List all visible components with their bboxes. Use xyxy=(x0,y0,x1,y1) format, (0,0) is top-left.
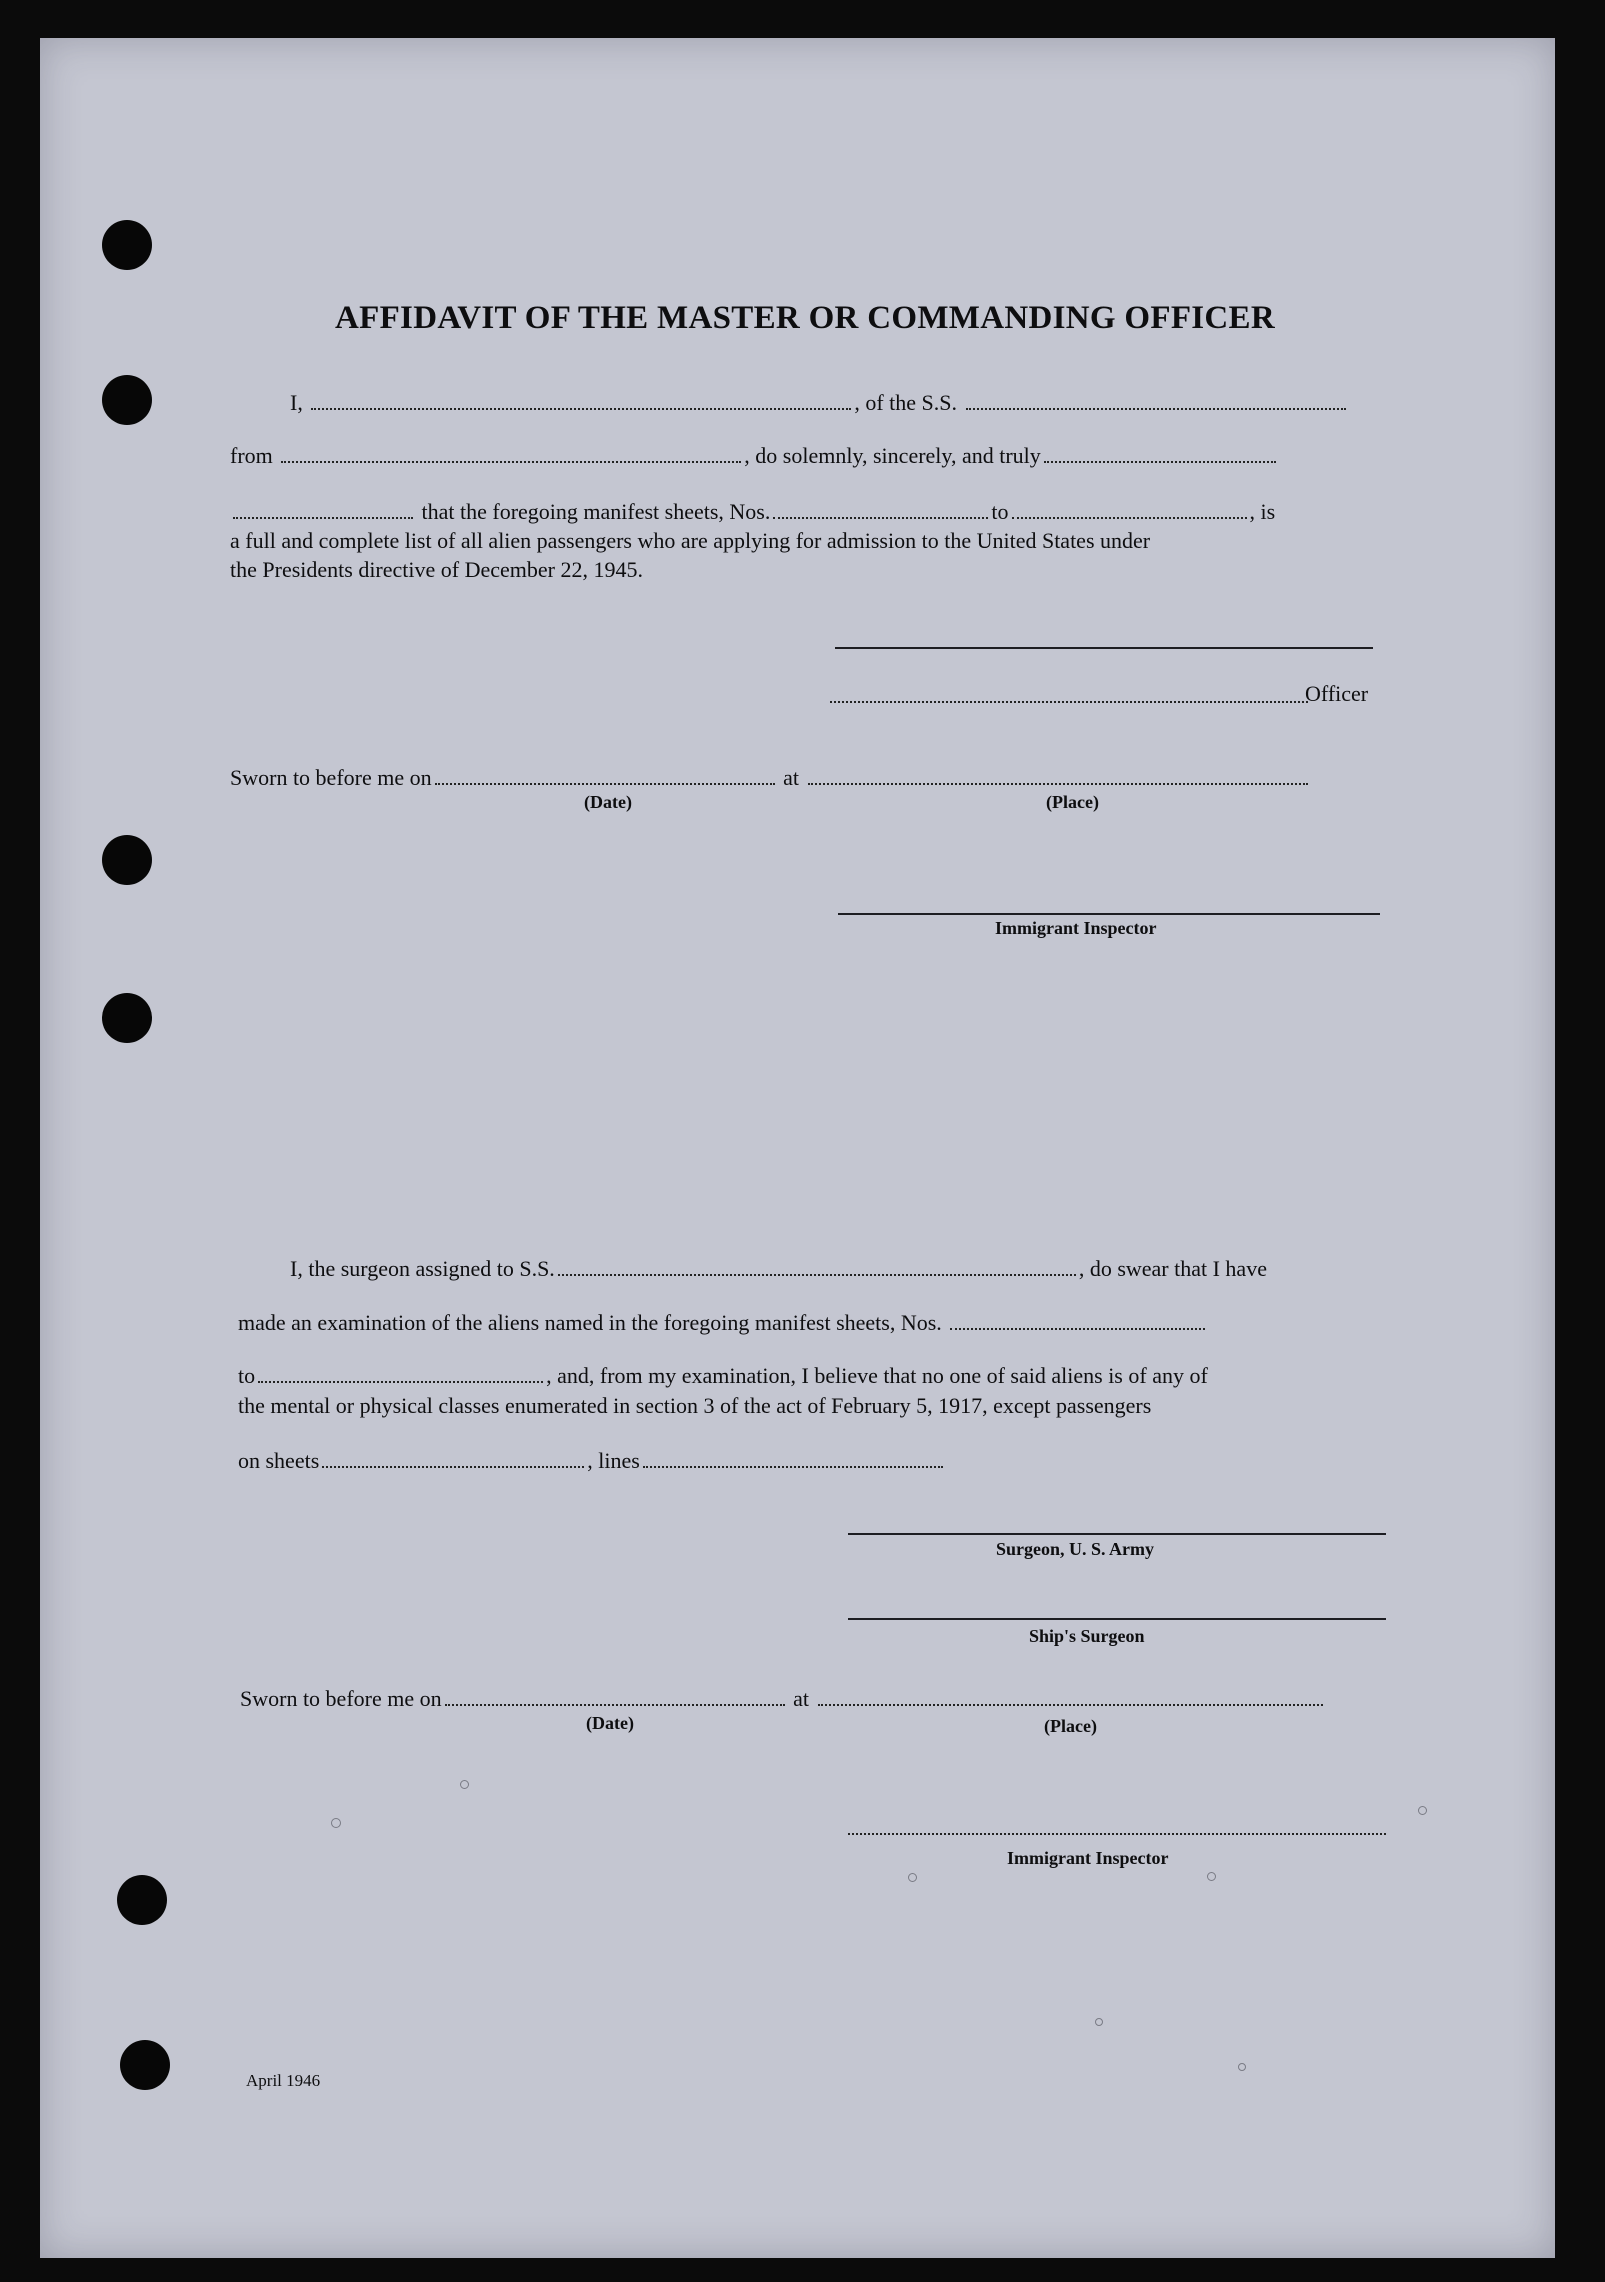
inspector-caption: Immigrant Inspector xyxy=(995,918,1157,938)
text: , lines xyxy=(587,1448,640,1473)
army-surgeon-signature-line[interactable] xyxy=(848,1533,1386,1535)
master-line-5: the Presidents directive of December 22, 1945. xyxy=(230,557,643,582)
text: at xyxy=(793,1686,810,1711)
signature-line[interactable] xyxy=(835,647,1373,649)
from-blank[interactable] xyxy=(281,445,741,463)
surgeon-ship-blank[interactable] xyxy=(558,1258,1076,1276)
sworn-line-2 xyxy=(240,1686,1326,1712)
text: from xyxy=(230,443,273,468)
date-blank[interactable] xyxy=(435,767,775,785)
dust-speck xyxy=(1418,1806,1427,1815)
date-caption: (Date) xyxy=(584,792,632,812)
dust-speck xyxy=(331,1818,341,1828)
statement-blank[interactable] xyxy=(233,501,413,519)
place-caption: (Place) xyxy=(1046,792,1099,812)
place-blank[interactable] xyxy=(808,767,1308,785)
master-line-2 xyxy=(230,443,1279,469)
text: I, the surgeon assigned to S.S. xyxy=(290,1256,555,1281)
dust-speck xyxy=(460,1780,469,1789)
dust-speck xyxy=(1207,1872,1216,1881)
text: , and, from my examination, I believe that no one of said aliens is of any of xyxy=(546,1363,1208,1388)
text: on sheets xyxy=(238,1448,320,1473)
text: , do swear that I have xyxy=(1078,1256,1267,1281)
inspector-caption: Immigrant Inspector xyxy=(1007,1848,1169,1868)
text: , of the S.S. xyxy=(854,390,958,415)
text: , is xyxy=(1249,499,1276,524)
surgeon-nos-blank[interactable] xyxy=(950,1312,1205,1330)
army-surgeon-caption: Surgeon, U. S. Army xyxy=(996,1539,1155,1559)
master-line-1 xyxy=(290,390,1349,416)
text: at xyxy=(783,765,800,790)
surgeon-line-2 xyxy=(238,1310,1208,1336)
text: Sworn to before me on xyxy=(230,765,432,790)
nos-to-blank[interactable] xyxy=(1012,501,1247,519)
text: made an examination of the aliens named in the foregoing manifest sheets, Nos. xyxy=(238,1310,942,1335)
officer-signature-line[interactable] xyxy=(830,701,1308,703)
sheets-blank[interactable] xyxy=(322,1450,584,1468)
punch-hole xyxy=(102,375,152,425)
ship-surgeon-signature-line[interactable] xyxy=(848,1618,1386,1620)
surgeon-line-4: the mental or physical classes enumerated in section 3 of the act of February 5, 1917, except passengers xyxy=(238,1393,1152,1418)
form-date: April 1946 xyxy=(246,2071,321,2090)
nos-from-blank[interactable] xyxy=(773,501,988,519)
punch-hole xyxy=(120,2040,170,2090)
sworn-line-1 xyxy=(230,765,1311,791)
inspector-signature-line[interactable] xyxy=(848,1833,1386,1835)
master-line-4: a full and complete list of all alien passengers who are applying for admission to the United States under xyxy=(230,528,1151,553)
officer-label: Officer xyxy=(1305,681,1369,706)
page-title: AFFIDAVIT OF THE MASTER OR COMMANDING OFFICER xyxy=(335,300,1275,336)
date-blank[interactable] xyxy=(445,1688,785,1706)
dust-speck xyxy=(1095,2018,1103,2026)
punch-hole xyxy=(117,1875,167,1925)
text: to xyxy=(991,499,1009,524)
text: I, xyxy=(290,390,303,415)
dust-speck xyxy=(908,1873,917,1882)
place-blank[interactable] xyxy=(818,1688,1323,1706)
text: to xyxy=(238,1363,256,1388)
surgeon-line-5 xyxy=(238,1448,946,1474)
master-line-3 xyxy=(230,499,1275,525)
punch-hole xyxy=(102,993,152,1043)
surgeon-line-1 xyxy=(290,1256,1267,1282)
name-blank[interactable] xyxy=(311,392,851,410)
surgeon-line-3 xyxy=(238,1363,1208,1389)
place-caption: (Place) xyxy=(1044,1716,1097,1736)
ship-blank[interactable] xyxy=(966,392,1346,410)
form-page xyxy=(40,38,1555,2258)
text: that the foregoing manifest sheets, Nos. xyxy=(421,499,771,524)
truly-blank[interactable] xyxy=(1044,445,1276,463)
punch-hole xyxy=(102,835,152,885)
inspector-signature-line[interactable] xyxy=(838,913,1380,915)
dust-speck xyxy=(1238,2063,1246,2071)
date-caption: (Date) xyxy=(586,1713,634,1733)
ship-surgeon-caption: Ship's Surgeon xyxy=(1029,1626,1145,1646)
text: , do solemnly, sincerely, and truly xyxy=(744,443,1041,468)
surgeon-to-blank[interactable] xyxy=(258,1365,543,1383)
lines-blank[interactable] xyxy=(643,1450,943,1468)
punch-hole xyxy=(102,220,152,270)
text: Sworn to before me on xyxy=(240,1686,442,1711)
